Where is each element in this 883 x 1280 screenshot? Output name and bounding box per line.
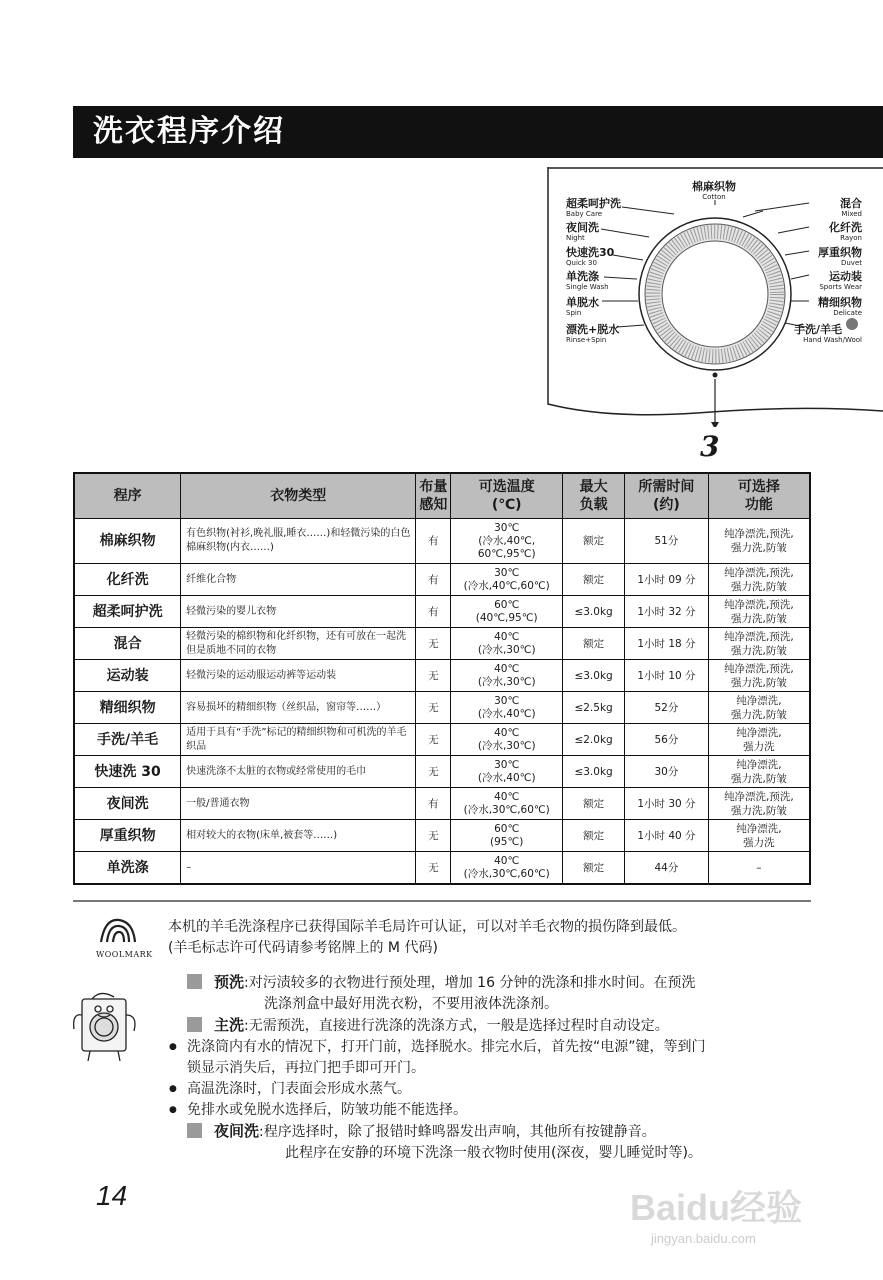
note-prewash: 预洗:对污渍较多的衣物进行预处理，增加 16 分钟的洗涤和排水时间。在预洗 [187, 972, 817, 994]
temperature-cell: 40℃ (冷水,30℃,60℃) [451, 788, 563, 820]
time-cell: 56分 [625, 724, 709, 756]
clothing-type-cell: 适用于具有“手洗”标记的精细织物和可机洗的羊毛织品 [181, 724, 416, 756]
divider [73, 900, 811, 902]
temperature-cell: 30℃ (冷水,40℃,60℃) [451, 564, 563, 596]
col-header-temp: 可选温度 (℃) [451, 473, 563, 519]
table-row [74, 519, 810, 564]
max-load-cell: ≤2.0kg [563, 724, 625, 756]
temperature-cell: 40℃ (冷水,30℃) [451, 660, 563, 692]
woolmark-note [168, 917, 686, 959]
clothing-type-cell: 轻微污染的婴儿衣物 [181, 596, 416, 628]
max-load-cell: ≤3.0kg [563, 596, 625, 628]
note-mainwash: 主洗:无需预洗，直接进行洗涤的洗涤方式，一般是选择过程时自动设定。 [187, 1015, 817, 1037]
dial-label-duvet: 厚重织物 Duvet [818, 246, 862, 267]
temperature-cell: 60℃ (95℃) [451, 820, 563, 852]
load-sense-cell: 无 [416, 628, 451, 660]
table-row [74, 660, 810, 692]
clothing-type-cell: 轻微污染的运动服运动裤等运动装 [181, 660, 416, 692]
load-sense-cell: 无 [416, 820, 451, 852]
notes-section [187, 972, 817, 1164]
dial-label-delicate: 精细织物 Delicate [818, 296, 862, 317]
watermark: Baidu经验 [630, 1187, 803, 1228]
clothing-type-cell: 快速洗涤不太脏的衣物或经常使用的毛巾 [181, 756, 416, 788]
program-cell: 单洗涤 [74, 852, 181, 885]
dial-label-hand-wash: 手洗/羊毛 Hand Wash/Wool [793, 323, 862, 344]
dial-label-sports-wear: 运动装 Sports Wear [819, 270, 862, 291]
dial-label-night: 夜间洗 Night [566, 221, 599, 242]
square-bullet-icon [187, 1123, 202, 1138]
table-row [74, 692, 810, 724]
functions-cell: 纯净漂洗,预洗, 强力洗,防皱 [708, 788, 810, 820]
program-table [73, 472, 811, 885]
max-load-cell: 额定 [563, 820, 625, 852]
square-bullet-icon [187, 974, 202, 989]
max-load-cell: ≤3.0kg [563, 756, 625, 788]
col-header-time: 所需时间 (约) [625, 473, 709, 519]
functions-cell: 纯净漂洗, 强力洗 [708, 820, 810, 852]
program-cell: 超柔呵护洗 [74, 596, 181, 628]
load-sense-cell: 无 [416, 756, 451, 788]
dial-label-baby-care: 超柔呵护洗 Baby Care [566, 197, 621, 218]
page-title: 洗衣程序介绍 [73, 106, 883, 158]
max-load-cell: 额定 [563, 628, 625, 660]
clothing-type-cell: 纤维化合物 [181, 564, 416, 596]
watermark-url: jingyan.baidu.com [651, 1231, 756, 1246]
col-header-load: 最大 负载 [563, 473, 625, 519]
temperature-cell: 30℃ (冷水,40℃) [451, 756, 563, 788]
max-load-cell: 额定 [563, 564, 625, 596]
clothing-type-cell: 轻微污染的棉织物和化纤织物，还有可放在一起洗但是质地不同的衣物 [181, 628, 416, 660]
woolmark-line-2: (羊毛标志许可代码请参考铭牌上的 M 代码) [168, 940, 438, 956]
functions-cell: 纯净漂洗,预洗, 强力洗,防皱 [708, 628, 810, 660]
functions-cell: 纯净漂洗,预洗, 强力洗,防皱 [708, 564, 810, 596]
table-row [74, 852, 810, 885]
load-sense-cell: 有 [416, 596, 451, 628]
note-prewash-cont: 洗涤剂盒中最好用洗衣粉，不要用液体洗涤剂。 [264, 996, 558, 1012]
dial-label-single-wash: 单洗涤 Single Wash [566, 270, 609, 291]
note-bullet-3: ● 免排水或免脱水选择后，防皱功能不能选择。 [169, 1100, 817, 1121]
time-cell: 52分 [625, 692, 709, 724]
time-cell: 1小时 32 分 [625, 596, 709, 628]
note-bullet-1: ● 洗涤筒内有水的情况下，打开门前，选择脱水。排完水后，首先按“电源”键，等到门 锁显示消失后，再拉门把手即可开门。 [169, 1037, 817, 1079]
table-row [74, 724, 810, 756]
time-cell: 30分 [625, 756, 709, 788]
table-row [74, 596, 810, 628]
functions-cell: – [708, 852, 810, 885]
functions-cell: 纯净漂洗,预洗, 强力洗,防皱 [708, 519, 810, 564]
temperature-cell: 40℃ (冷水,30℃) [451, 724, 563, 756]
max-load-cell: ≤3.0kg [563, 660, 625, 692]
col-header-program: 程序 [74, 473, 181, 519]
table-row [74, 820, 810, 852]
program-cell: 厚重织物 [74, 820, 181, 852]
max-load-cell: 额定 [563, 788, 625, 820]
clothing-type-cell: – [181, 852, 416, 885]
col-header-type: 衣物类型 [181, 473, 416, 519]
program-cell: 精细织物 [74, 692, 181, 724]
load-sense-cell: 有 [416, 788, 451, 820]
dial-label-cotton: 棉麻织物 Cotton [692, 180, 736, 201]
max-load-cell: 额定 [563, 519, 625, 564]
woolmark-line-1: 本机的羊毛洗涤程序已获得国际羊毛局许可认证，可以对羊毛衣物的损伤降到最低。 [168, 919, 686, 935]
note-bullet-2: ● 高温洗涤时，门表面会形成水蒸气。 [169, 1079, 817, 1100]
time-cell: 1小时 10 分 [625, 660, 709, 692]
table-row [74, 564, 810, 596]
time-cell: 1小时 09 分 [625, 564, 709, 596]
callout-number: 3 [700, 430, 720, 463]
functions-cell: 纯净漂洗,预洗, 强力洗,防皱 [708, 660, 810, 692]
temperature-cell: 60℃ (40℃,95℃) [451, 596, 563, 628]
load-sense-cell: 无 [416, 692, 451, 724]
load-sense-cell: 有 [416, 519, 451, 564]
dial-label-rayon: 化纤洗 Rayon [829, 221, 862, 242]
table-row [74, 628, 810, 660]
temperature-cell: 40℃ (冷水,30℃,60℃) [451, 852, 563, 885]
col-header-sense: 布量 感知 [416, 473, 451, 519]
woolmark-logo [95, 912, 143, 950]
max-load-cell: ≤2.5kg [563, 692, 625, 724]
page-number: 14 [96, 1180, 128, 1211]
load-sense-cell: 无 [416, 852, 451, 885]
temperature-cell: 30℃ (冷水,40℃, 60℃,95℃) [451, 519, 563, 564]
time-cell: 44分 [625, 852, 709, 885]
table-header-row [74, 473, 810, 519]
functions-cell: 纯净漂洗,预洗, 强力洗,防皱 [708, 596, 810, 628]
clothing-type-cell: 一般/普通衣物 [181, 788, 416, 820]
washer-mascot-icon [70, 985, 142, 1065]
load-sense-cell: 无 [416, 724, 451, 756]
program-cell: 手洗/羊毛 [74, 724, 181, 756]
temperature-cell: 40℃ (冷水,30℃) [451, 628, 563, 660]
functions-cell: 纯净漂洗, 强力洗 [708, 724, 810, 756]
time-cell: 1小时 40 分 [625, 820, 709, 852]
note-night: 夜间洗:程序选择时，除了报错时蜂鸣器发出声响，其他所有按键静音。 [187, 1121, 817, 1143]
time-cell: 1小时 18 分 [625, 628, 709, 660]
woolmark-logo-text: WOOLMARK [96, 950, 153, 959]
program-cell: 夜间洗 [74, 788, 181, 820]
load-sense-cell: 无 [416, 660, 451, 692]
max-load-cell: 额定 [563, 852, 625, 885]
program-cell: 运动装 [74, 660, 181, 692]
time-cell: 51分 [625, 519, 709, 564]
dial-label-rinse-spin: 漂洗+脱水 Rinse+Spin [566, 323, 620, 344]
program-cell: 混合 [74, 628, 181, 660]
dial-label-mixed: 混合 Mixed [840, 197, 862, 218]
table-row [74, 756, 810, 788]
program-cell: 棉麻织物 [74, 519, 181, 564]
load-sense-cell: 有 [416, 564, 451, 596]
dial-label-spin: 单脱水 Spin [566, 296, 599, 317]
table-row [74, 788, 810, 820]
functions-cell: 纯净漂洗, 强力洗,防皱 [708, 756, 810, 788]
clothing-type-cell: 相对较大的衣物(床单,被套等……) [181, 820, 416, 852]
square-bullet-icon [187, 1017, 202, 1032]
functions-cell: 纯净漂洗, 强力洗,防皱 [708, 692, 810, 724]
dial-label-quick30: 快速洗30 Quick 30 [566, 246, 615, 267]
temperature-cell: 30℃ (冷水,40℃) [451, 692, 563, 724]
clothing-type-cell: 有色织物(衬衫,晚礼服,睡衣……)和轻微污染的白色棉麻织物(内衣……) [181, 519, 416, 564]
time-cell: 1小时 30 分 [625, 788, 709, 820]
clothing-type-cell: 容易损坏的精细织物（丝织品，窗帘等……） [181, 692, 416, 724]
program-cell: 快速洗 30 [74, 756, 181, 788]
note-night-cont: 此程序在安静的环境下洗涤一般衣物时使用(深夜，婴儿睡觉时等)。 [285, 1145, 702, 1161]
program-cell: 化纤洗 [74, 564, 181, 596]
col-header-func: 可选择 功能 [708, 473, 810, 519]
